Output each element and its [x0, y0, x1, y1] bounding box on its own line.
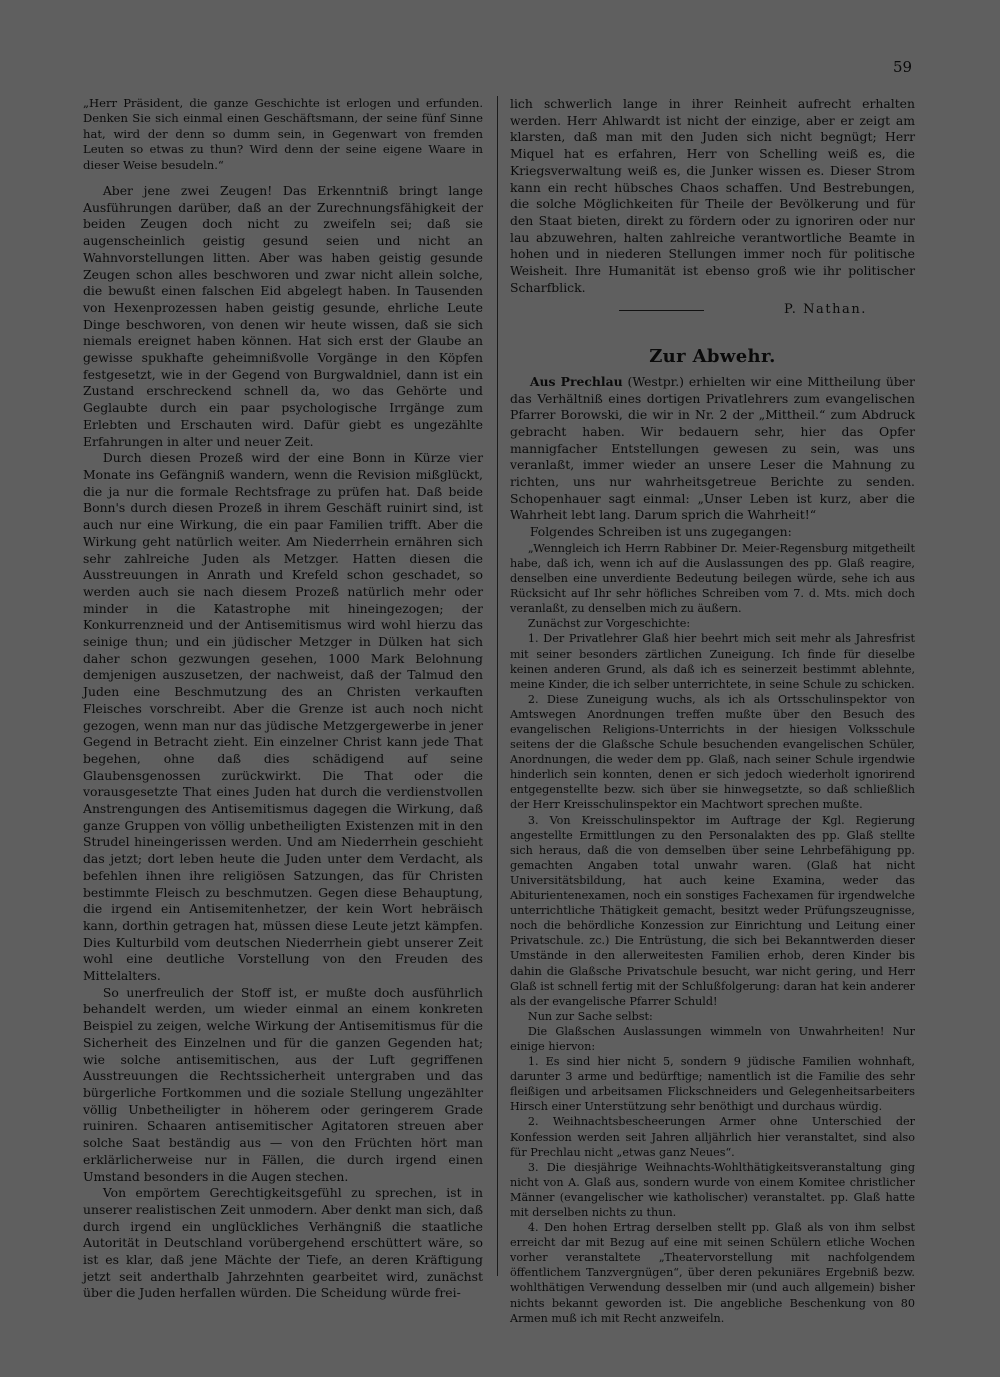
signature-row	[510, 302, 915, 319]
letter-paragraph: Zunächst zur Vorgeschichte:	[527, 617, 691, 631]
section-title: Zur Abwehr.	[649, 346, 776, 368]
paragraph: Aber jene zwei Zeugen! Das Erkenntniß bringt lange Ausführungen darüber, daß an der Zurechnungsfähigkeit der beiden Zeugen doch nicht zu zweifeln sei; daß sie augenscheinlich geistig gesund seien und nicht an Wahnvorstellungen litten. Aber was haben geistig gesunde Zeugen schon alles beschworen und zwar nicht allein solche, die bewußt einen falschen Eid abgelegt haben. In Tausenden von Hexenprozessen haben geistig gesunde, ehrliche Leute Dinge beschworen, von denen wir heute wissen, daß sie sich niemals ereignet haben können. Hat sich erst der Glaube an gewisse spukhafte geheimnißvolle Vorgänge in den Köpfen festgesetzt, wie in der Gegend von Burgwaldniel, dann ist ein Zustand erschreckend schnell da, wo das Gehörte und Geglaubte durch ein paar psychologische Irrgänge zum Erlebten und Erschauten wird. Dafür giebt es ungezählte Erfahrungen in alter und neuer Zeit.	[83, 183, 483, 449]
paragraph: Durch diesen Prozeß wird der eine Bonn in Kürze vier Monate ins Gefängniß wandern, wenn die Revision mißglückt, die ja nur die formale Rechtsfrage zu prüfen hat. Daß beide Bonn's durch diesen Prozeß in ihrem Geschäft ruinirt sind, ist auch nur eine Wirkung, die ein paar Familien trifft. Aber die Wirkung geht natürlich weiter. Am Niederrhein ernähren sich sehr zahlreiche Juden als Metzger. Hatten diesen die Ausstreuungen in Anrath und Krefeld schon geschadet, so werden auch sie nach diesem Prozeß natürlich mehr oder minder in die Katastrophe mit hineingezogen; der Konkurrenzneid und der Antisemitismus wird wohl hierzu das seinige thun; und ein jüdischer Metzger in Dülken hat sich daher schon gezwungen gesehen, 1000 Mark Belohnung demjenigen auszusetzen, der nachweist, daß der Talmud den Juden eine Beschmutzung des an Christen verkauften Fleisches vorschreibt. Aber die Grenze ist auch noch nicht gezogen, wenn man nur das jüdische Metzgergewerbe in jener Gegend in Betracht zieht. Ein einzelner Christ kann jede That begehen, ohne daß dies schädigend auf seine Glaubensgenossen zurückwirkt. Die That oder die vorausgesetzte That eines Juden hat durch die verdienstvollen Anstrengungen des Antisemitismus dagegen die Wirkung, daß ganze Gruppen von völlig unbetheiligten Existenzen mit in den Strudel hineingerissen werden. Und am Niederrhein geschieht das jetzt; dort leben heute die Juden unter dem Verdacht, als befehlen ihnen ihre religiösen Satzungen, das für Christen bestimmte Fleisch zu beschmutzen. Gegen diese Behauptung, die irgend ein Antisemitenhetzer, der kein Wort hebräisch kann, dorthin getragen hat, müssen diese Leute jetzt kämpfen. Dies Kulturbild vom deutschen Niederrhein giebt unserer Zeit wohl eine deutliche Vorstellung von den Freuden des Mittelalters.	[83, 450, 483, 984]
page-number: 59	[893, 58, 913, 76]
paragraph: Von empörtem Gerechtigkeitsgefühl zu sprechen, ist in unserer realistischen Zeit unmodern. Aber denkt man sich, daß durch irgend ein unglückliches Verhängniß die staatliche Autorität in Deutschland vorübergehend erschüttert wäre, so ist es klar, daß jene Mächte der Tiefe, an deren Kräftigung jetzt seit anderthalb Jahrzehnten gearbeitet wird, zunächst über die Juden herfallen würden. Die Scheidung würde frei-	[83, 1185, 483, 1301]
letter-paragraph: 4. Den hohen Ertrag derselben stellt pp. Glaß als von ihm selbst erreicht dar mit Bezug auf eine mit seinen Schülern etliche Wochen vorher veranstaltete „Theatervorstellung mit nachfolgendem öffentlichem Tanzvergnügen“, über deren pekuniäres Ergebniß bezw. wohlthätigen Verwendung desselben mir (und auch allgemein) bisher nichts bekannt geworden ist. Die angebliche Beschenkung von 80 Armen muß ich mit Recht anzweifeln.	[510, 1221, 915, 1325]
letter-paragraph: 3. Die diesjährige Weihnachts-Wohlthätigkeitsveranstaltung ging nicht von A. Glaß aus, sondern wurde von einem Komitee christlicher Männer (evangelischer wie katholischer) veranstaltet. pp. Glaß hatte mit derselben nichts zu thun.	[510, 1160, 915, 1219]
letter-paragraph: 1. Der Privatlehrer Glaß hier beehrt mich seit mehr als Jahresfrist mit seiner besonders zärtlichen Zuneigung. Ich finde für dieselbe keinen anderen Grund, als daß ich es seinerzeit bestimmt ablehnte, meine Kinder, die ich selber unterrichtete, in seine Schule zu schicken.	[510, 632, 915, 691]
paragraph	[510, 374, 915, 524]
letter-paragraph: Nun zur Sache selbst:	[527, 1009, 653, 1023]
paragraph: So unerfreulich der Stoff ist, er mußte doch ausführlich behandelt werden, um wieder einmal an einem konkreten Beispiel zu zeigen, welche Wirkung der Antisemitismus für die Sicherheit des Einzelnen und für die ganzen Gegenden hat; wie solche antisemitischen, aus der Luft gegriffenen Ausstreuungen die Rechtssicherheit untergraben und das bürgerliche Fortkommen und die soziale Stellung ungezählter völlig Unbetheiligter in höherem oder geringerem Grade ruiniren. Schaaren antisemitischer Agitatoren streuen aber solche Saat beständig aus — von den Früchten hört man erklärlicherweise nur in Fällen, die durch irgend einen Umstand besonders in die Augen stechen.	[83, 984, 483, 1184]
letter-paragraph: 1. Es sind hier nicht 5, sondern 9 jüdische Familien wohnhaft, darunter 3 arme und bedürftige; namentlich ist die Familie des sehr fleißigen und arbeitsamen Flickschneiders und Gelegenheitsarbeiters Hirsch einer Unterstützung sehr benöthigt und durchaus würdig.	[510, 1055, 915, 1114]
letter-paragraph: 2. Weihnachtsbescheerungen Armer ohne Unterschied der Konfession werden seit Jahren alljährlich hier veranstaltet, sind also für Prechlau nicht „etwas ganz Neues“.	[510, 1115, 915, 1159]
paragraph-text: (Westpr.) erhielten wir eine Mittheilung über das Verhältniß eines dortigen Privatlehrers zum evangelischen Pfarrer Borowski, die wir in Nr. 2 der „Mittheil.“ zum Abdruck gebracht haben. Wir bedauern sehr, hier das Opfer mannigfacher Entstellungen gewesen zu sein, was uns veranlaßt, immer wieder an unsere Leser die Mahnung zu richten, uns nur wahrheitsgetreue Berichte zu senden. Schopenhauer sagt einmal: „Unser Leben ist kurz, aber die Wahrheit lebt lang. Darum sprich die Wahrheit!“	[510, 373, 915, 523]
left-column	[83, 96, 483, 1302]
quote-paragraph: „Herr Präsident, die ganze Geschichte ist erlogen und erfunden. Denken Sie sich einmal einen Geschäftsmann, der seine fünf Sinne hat, wird der denn so dumm sein, in Gegenwart von fremden Leuten so etwas zu thun? Wird denn der seine eigene Waare in dieser Weise besudeln.“	[83, 96, 483, 172]
right-column	[510, 96, 915, 1326]
place-name: Aus Prechlau	[529, 373, 623, 389]
letter-paragraph: „Wenngleich ich Herrn Rabbiner Dr. Meier-Regensburg mitgetheilt habe, daß ich, wenn ich auf die Auslassungen des pp. Glaß reagire, denselben eine unverdiente Bedeutung beilegen würde, sehe ich aus Rücksicht auf Ihr sehr höfliches Schreiben vom 7. d. Mts. mich doch veranlaßt, zu denselben mich zu äußern.	[510, 541, 915, 616]
paragraph: Folgendes Schreiben ist uns zugegangen:	[529, 524, 792, 540]
paragraph: lich schwerlich lange in ihrer Reinheit aufrecht erhalten werden. Herr Ahlwardt ist nicht der einzige, aber er zeigt am klarsten, daß man mit den Juden sich nicht begnügt; Herr Miquel hat es erfahren, Herr von Schelling weiß es, die Kriegsverwaltung weiß es, die Junker wissen es. Dieser Strom kann ein recht hübsches Chaos schaffen. Und Bestrebungen, die solche Möglichkeiten für Theile der Bevölkerung und für den Staat bieten, direkt zu fördern oder zu ignoriren oder nur lau abzuwehren, halten zahlreiche verantwortliche Beamte in hohen und in niederen Stellungen immer noch für politische Weisheit. Ihre Humanität ist ebenso groß wie ihr politischer Scharfblick.	[510, 96, 915, 295]
column-divider	[497, 96, 498, 1276]
author-signature: P. Nathan.	[784, 302, 867, 318]
letter-paragraph: Die Glaßschen Auslassungen wimmeln von Unwahrheiten! Nur einige hiervon:	[510, 1024, 915, 1053]
letter-paragraph: 2. Diese Zuneigung wuchs, als ich als Ortsschulinspektor von Amtswegen Anordnungen treffen mußte über den Besuch des evangelischen Religions-Unterrichts in der hiesigen Volksschule seitens der die Glaßsche Schule besuchenden evangelischen Schüler, Anordnungen, die weder dem pp. Glaß, nach seiner Schule irgendwie hinderlich sein konnten, denen er sich jedoch wiederholt ignorirend entgegenstellte bezw. sich über sie hinwegsetzte, so daß schließlich der Herr Kreisschulinspektor ein Machtwort sprechen mußte.	[510, 692, 915, 812]
signature-rule	[619, 310, 704, 311]
letter-paragraph: 3. Von Kreisschulinspektor im Auftrage der Kgl. Regierung angestellte Ermittlungen zu den Personalakten des pp. Glaß stellte sich heraus, daß die von demselben über seine Lehrbefähigung pp. gemachten Angaben total unwahr waren. (Glaß hat nicht Universitätsbildung, hat auch keine Examina, weder das Abiturientenexamen, noch ein sonstiges Fachexamen für irgendwelche unterrichtliche Thätigkeit gemacht, besitzt weder Prüfungszeugnisse, noch die behördliche Konzession zur Einrichtung und Leitung einer Privatschule. zc.) Die Entrüstung, die sich bei Bekanntwerden dieser Umstände in den allerweitesten Familien erhob, deren Kinder bis dahin die Glaßsche Privatschule besucht, war nicht gering, und Herr Glaß ist schnell fertig mit der Schlußfolgerung: daran hat kein anderer als der evangelische Pfarrer Schuld!	[510, 813, 915, 1008]
letter-text	[510, 541, 915, 1326]
